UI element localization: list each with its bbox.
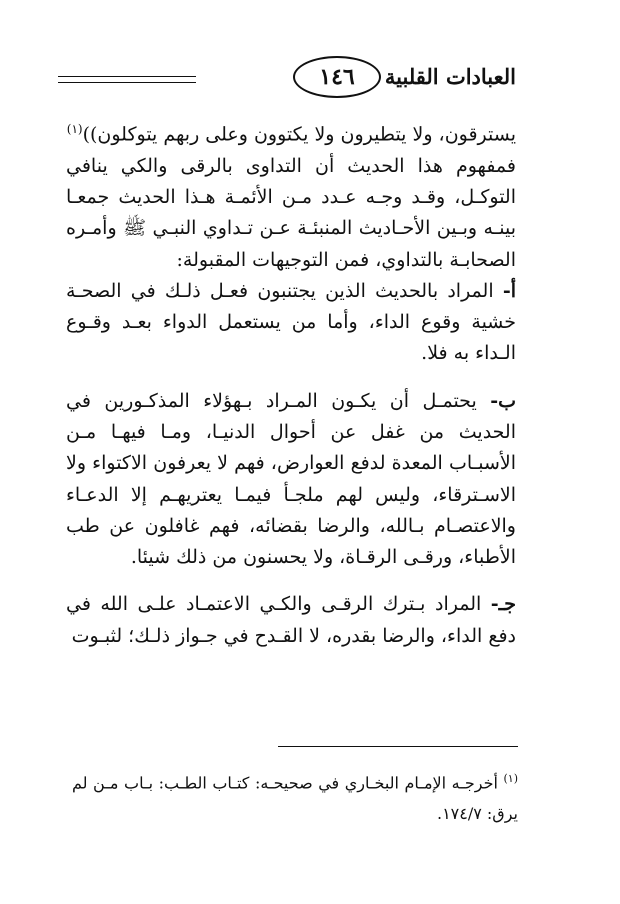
point-b-text: يحتمـل أن يكـون المـراد بـهؤلاء المذكـورين في الحديث من غفل عن أحوال الدنيـا، ومـا فيهـا مـن الأسبـاب المعدة لدفع العوارض، فهم لا يعرفون الاكتواء ولا الاسـترقاء، وليس لهم ملجـأ فيمـا يعتريهـم إلا الدعـاء والاعتصـام بـالله، والرضا بقضائه، فهم غافلون عن طب الأطباء، ورقـى الرقـاة، ولا يحسنون من ذلك شيئا. — [66, 389, 516, 569]
point-b — [66, 386, 516, 574]
point-a-text: المراد بالحديث الذين يجتنبون فعـل ذلـك في الصحـة خشية وقوع الداء، وأما من يستعمل الدواء بعـد وقـوع الـداء به فلا. — [66, 279, 516, 365]
point-a-marker: أ- — [502, 279, 516, 302]
page-number: ١٤٦ — [293, 56, 381, 98]
point-c-marker: جـ- — [490, 593, 516, 616]
header-rule-left — [58, 76, 196, 83]
footnote-separator — [278, 746, 518, 747]
running-title: العبادات القلبية — [384, 64, 516, 89]
point-c-text: المراد بـترك الرقـى والكـي الاعتمـاد علـى الله في دفع الداء، والرضا بقدره، لا القـدح في جـواز ذلـك؛ لثبـوت — [66, 593, 516, 647]
running-header — [58, 58, 516, 98]
point-b-marker: ب- — [490, 389, 516, 412]
footnote-text: أخرجـه الإمـام البخـاري في صحيحـه: كتـاب الطـب: بـاب مـن لم يرق: ١٧٤/٧. — [72, 773, 518, 824]
main-text — [66, 114, 516, 652]
footnote-marker: (١) — [503, 772, 519, 785]
footnote-reference: (١) — [66, 122, 83, 136]
opening-line — [66, 114, 516, 151]
footnote — [72, 763, 518, 829]
point-c — [66, 589, 516, 652]
hadith-continuation: يسترقون، ولا يتطيرون ولا يكتوون وعلى ربهم يتوكلون)) — [82, 123, 516, 146]
point-a — [66, 276, 516, 370]
paragraph-intro: فمفهوم هذا الحديث أن التداوى بالرقى والكي ينافي التوكـل، وقـد وجـه عـدد مـن الأئمـة هـذا الحديث جمعـا بينـه وبـين الأحـاديث المنبئـة عـن تـداوي النبـي ﷺ وأمـره الصحابـة بالتداوي، فمن التوجيهات المقبولة: — [66, 154, 516, 271]
